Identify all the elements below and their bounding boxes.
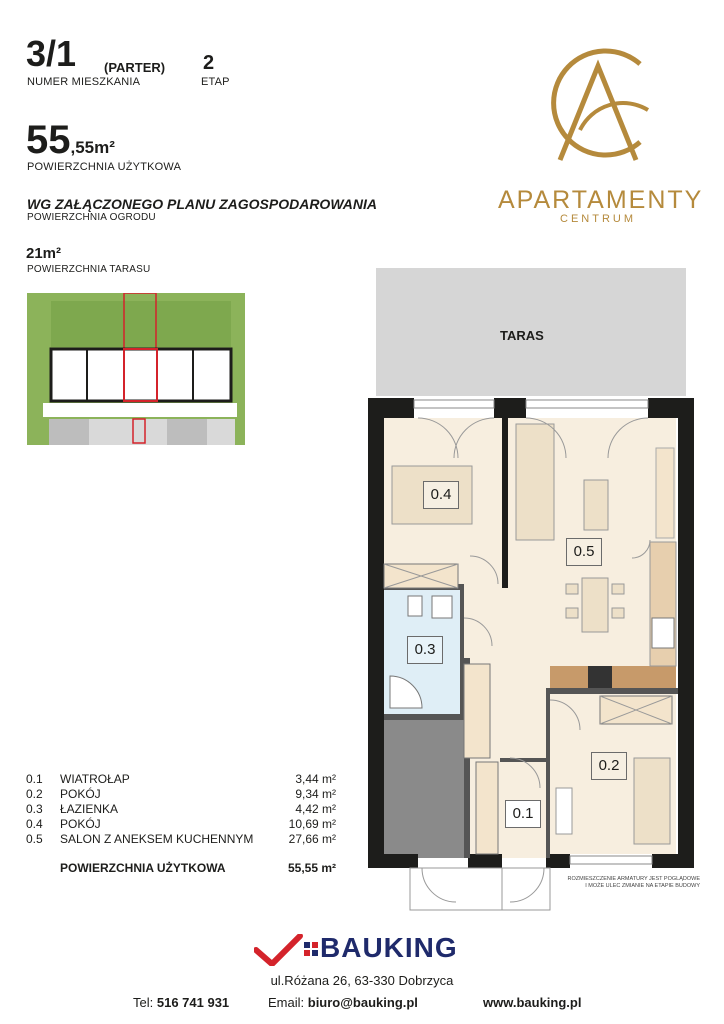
brand-sub: CENTRUM [560, 213, 636, 225]
legend-room-area: 10,69 m² [288, 817, 336, 831]
room-label-0-2: 0.2 [591, 752, 627, 780]
company-name: BAUKING [320, 932, 458, 963]
fixtures-note-line-1: ROZMIESZCZENIE ARMATURY JEST POGLĄDOWE [567, 876, 700, 882]
legend-total-label: POWIERZCHNIA UŻYTKOWA [60, 861, 226, 875]
stage-label: ETAP [201, 76, 230, 88]
phone-number[interactable]: 516 741 931 [156, 995, 230, 1010]
room-label-0-3: 0.3 [407, 636, 443, 664]
usable-area [26, 120, 115, 160]
email-info [268, 995, 418, 1010]
legend-row [26, 772, 336, 787]
usable-area-fraction: ,55m² [70, 138, 115, 157]
legend-room-number: 0.4 [26, 817, 43, 831]
legend-room-name: ŁAZIENKA [60, 802, 119, 816]
legend-row [26, 787, 336, 802]
garden-area-label: POWIERZCHNIA OGRODU [27, 212, 156, 223]
website-link[interactable]: www.bauking.pl [483, 995, 582, 1010]
room-label-0-4: 0.4 [423, 481, 459, 509]
terrace-area-label: POWIERZCHNIA TARASU [27, 264, 151, 275]
legend-row [26, 817, 336, 832]
unit-number: 3/1 [26, 33, 77, 74]
usable-area-label: POWIERZCHNIA UŻYTKOWA [27, 161, 182, 173]
room-label-0-1: 0.1 [505, 800, 541, 828]
phone-label: Tel: [133, 995, 154, 1010]
legend-room-area: 27,66 m² [288, 832, 336, 846]
legend-row [26, 802, 336, 817]
usable-area-whole: 55 [26, 118, 71, 162]
website-info [483, 995, 581, 1010]
legend-total-row [26, 861, 336, 876]
legend-room-name: POKÓJ [60, 817, 101, 831]
company-address: ul.Różana 26, 63-330 Dobrzyca [270, 973, 454, 988]
fixtures-note [540, 876, 700, 890]
legend-room-area: 9,34 m² [295, 787, 336, 801]
legend-total-area: 55,55 m² [287, 861, 336, 875]
legend-room-name: POKÓJ [60, 787, 101, 801]
phone-info [133, 995, 229, 1010]
stage-number: 2 [203, 52, 215, 74]
terrace-area: 21m² [26, 245, 62, 262]
email-link[interactable]: biuro@bauking.pl [307, 995, 418, 1010]
bauking-logo-icon [254, 934, 318, 966]
legend-room-number: 0.2 [26, 787, 43, 801]
legend-room-name: SALON Z ANEKSEM KUCHENNYM [60, 832, 254, 846]
garden-area: WG ZAŁĄCZONEGO PLANU ZAGOSPODAROWANIA [27, 196, 377, 212]
room-label-0-5: 0.5 [566, 538, 602, 566]
email-label: Email: [268, 995, 305, 1010]
legend-room-number: 0.1 [26, 772, 43, 786]
site-plan [27, 293, 245, 445]
unit-floor: (PARTER) [104, 60, 166, 75]
apartamenty-logo-icon [540, 40, 656, 162]
fixtures-note-line-2: I MOŻE ULEC ZMIANIE NA ETAPIE BUDOWY [585, 883, 700, 889]
unit-label: NUMER MIESZKANIA [27, 76, 141, 88]
legend-row [26, 832, 336, 847]
legend-room-area: 4,42 m² [295, 802, 336, 816]
terrace-label: TARAS [500, 328, 544, 343]
legend-room-number: 0.5 [26, 832, 43, 846]
legend-room-area: 3,44 m² [295, 772, 336, 786]
brand-name: APARTAMENTY [498, 186, 704, 214]
legend-room-number: 0.3 [26, 802, 43, 816]
legend-room-name: WIATROŁAP [60, 772, 130, 786]
